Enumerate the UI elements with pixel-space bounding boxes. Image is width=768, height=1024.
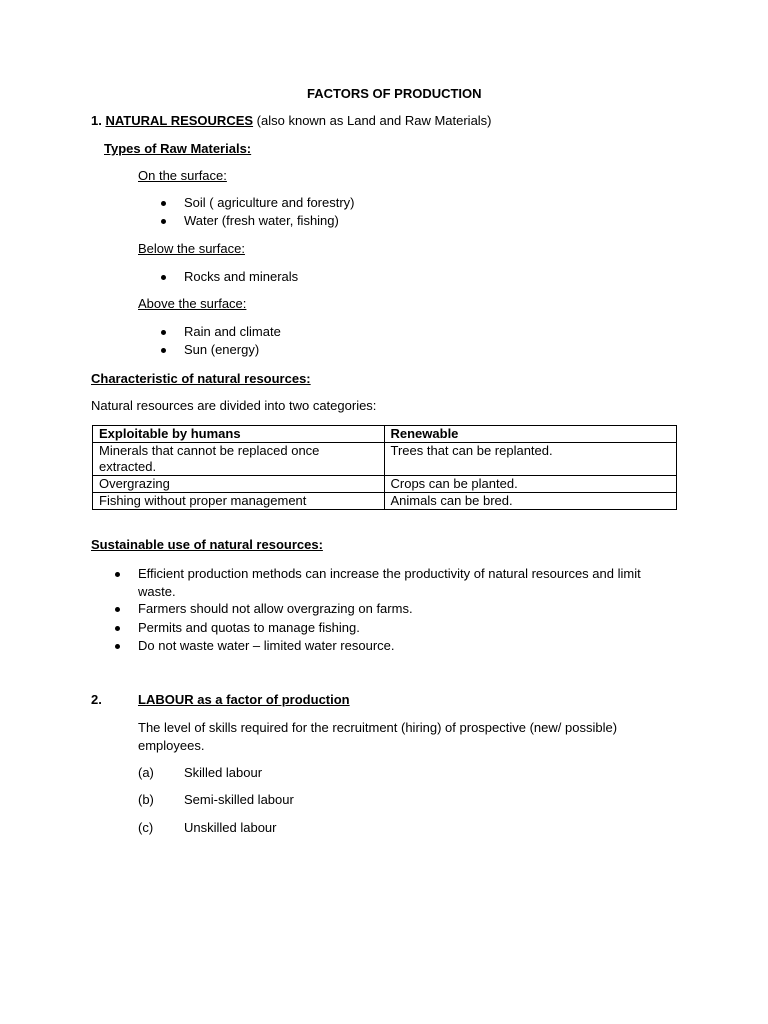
table-cell: Fishing without proper management bbox=[93, 493, 385, 510]
section1-number: 1. bbox=[91, 113, 102, 128]
list-item: Do not waste water – limited water resource. bbox=[138, 638, 395, 653]
table-header-exploitable: Exploitable by humans bbox=[93, 426, 385, 443]
types-heading: Types of Raw Materials: bbox=[104, 141, 252, 156]
list-item: Rocks and minerals bbox=[184, 269, 299, 284]
section1-title: NATURAL RESOURCES bbox=[105, 113, 254, 128]
list-item: Efficient production methods can increase the productivity of natural resources and limit waste. bbox=[138, 566, 641, 599]
list-item: Permits and quotas to manage fishing. bbox=[138, 620, 360, 635]
list-item: Sun (energy) bbox=[184, 342, 260, 357]
resources-table bbox=[92, 425, 677, 510]
table-header-row bbox=[93, 426, 677, 443]
section1-title-suffix: (also known as Land and Raw Materials) bbox=[253, 113, 492, 128]
characteristic-heading: Characteristic of natural resources: bbox=[91, 371, 311, 386]
categories-intro: Natural resources are divided into two categories: bbox=[91, 398, 377, 413]
section2-title: LABOUR as a factor of production bbox=[138, 692, 350, 707]
list-marker: (b) bbox=[138, 792, 154, 807]
bullet-icon bbox=[115, 572, 120, 577]
table-cell: Minerals that cannot be replaced once extracted. bbox=[93, 443, 385, 476]
bullet-icon bbox=[115, 644, 120, 649]
list-item: Water (fresh water, fishing) bbox=[184, 213, 339, 228]
list-item: Unskilled labour bbox=[184, 820, 277, 835]
section2-intro: The level of skills required for the recruitment (hiring) of prospective (new/ possible) employees. bbox=[138, 720, 618, 753]
bullet-icon bbox=[115, 626, 120, 631]
table-row bbox=[93, 443, 677, 476]
bullet-icon bbox=[161, 275, 166, 280]
list-marker: (a) bbox=[138, 765, 154, 780]
list-marker: (c) bbox=[138, 820, 154, 835]
table-cell: Crops can be planted. bbox=[384, 476, 677, 493]
section2-number: 2. bbox=[91, 692, 102, 707]
table-cell: Animals can be bred. bbox=[384, 493, 677, 510]
section1-heading bbox=[91, 112, 492, 130]
on-surface-label: On the surface: bbox=[138, 168, 227, 183]
list-item: Semi-skilled labour bbox=[184, 792, 294, 807]
above-surface-label: Above the surface: bbox=[138, 296, 247, 311]
below-surface-label: Below the surface: bbox=[138, 241, 245, 256]
sustainable-heading: Sustainable use of natural resources: bbox=[91, 537, 323, 552]
list-item: Soil ( agriculture and forestry) bbox=[184, 195, 355, 210]
bullet-icon bbox=[161, 201, 166, 206]
table-row bbox=[93, 476, 677, 493]
bullet-icon bbox=[161, 219, 166, 224]
page-title: FACTORS OF PRODUCTION bbox=[307, 86, 482, 101]
bullet-icon bbox=[161, 348, 166, 353]
list-item: Rain and climate bbox=[184, 324, 281, 339]
table-header-renewable: Renewable bbox=[384, 426, 677, 443]
list-item: Farmers should not allow overgrazing on farms. bbox=[138, 601, 413, 616]
table-cell: Trees that can be replanted. bbox=[384, 443, 677, 476]
list-item: Skilled labour bbox=[184, 765, 263, 780]
bullet-icon bbox=[115, 607, 120, 612]
table-cell: Overgrazing bbox=[93, 476, 385, 493]
bullet-icon bbox=[161, 330, 166, 335]
table-row bbox=[93, 493, 677, 510]
